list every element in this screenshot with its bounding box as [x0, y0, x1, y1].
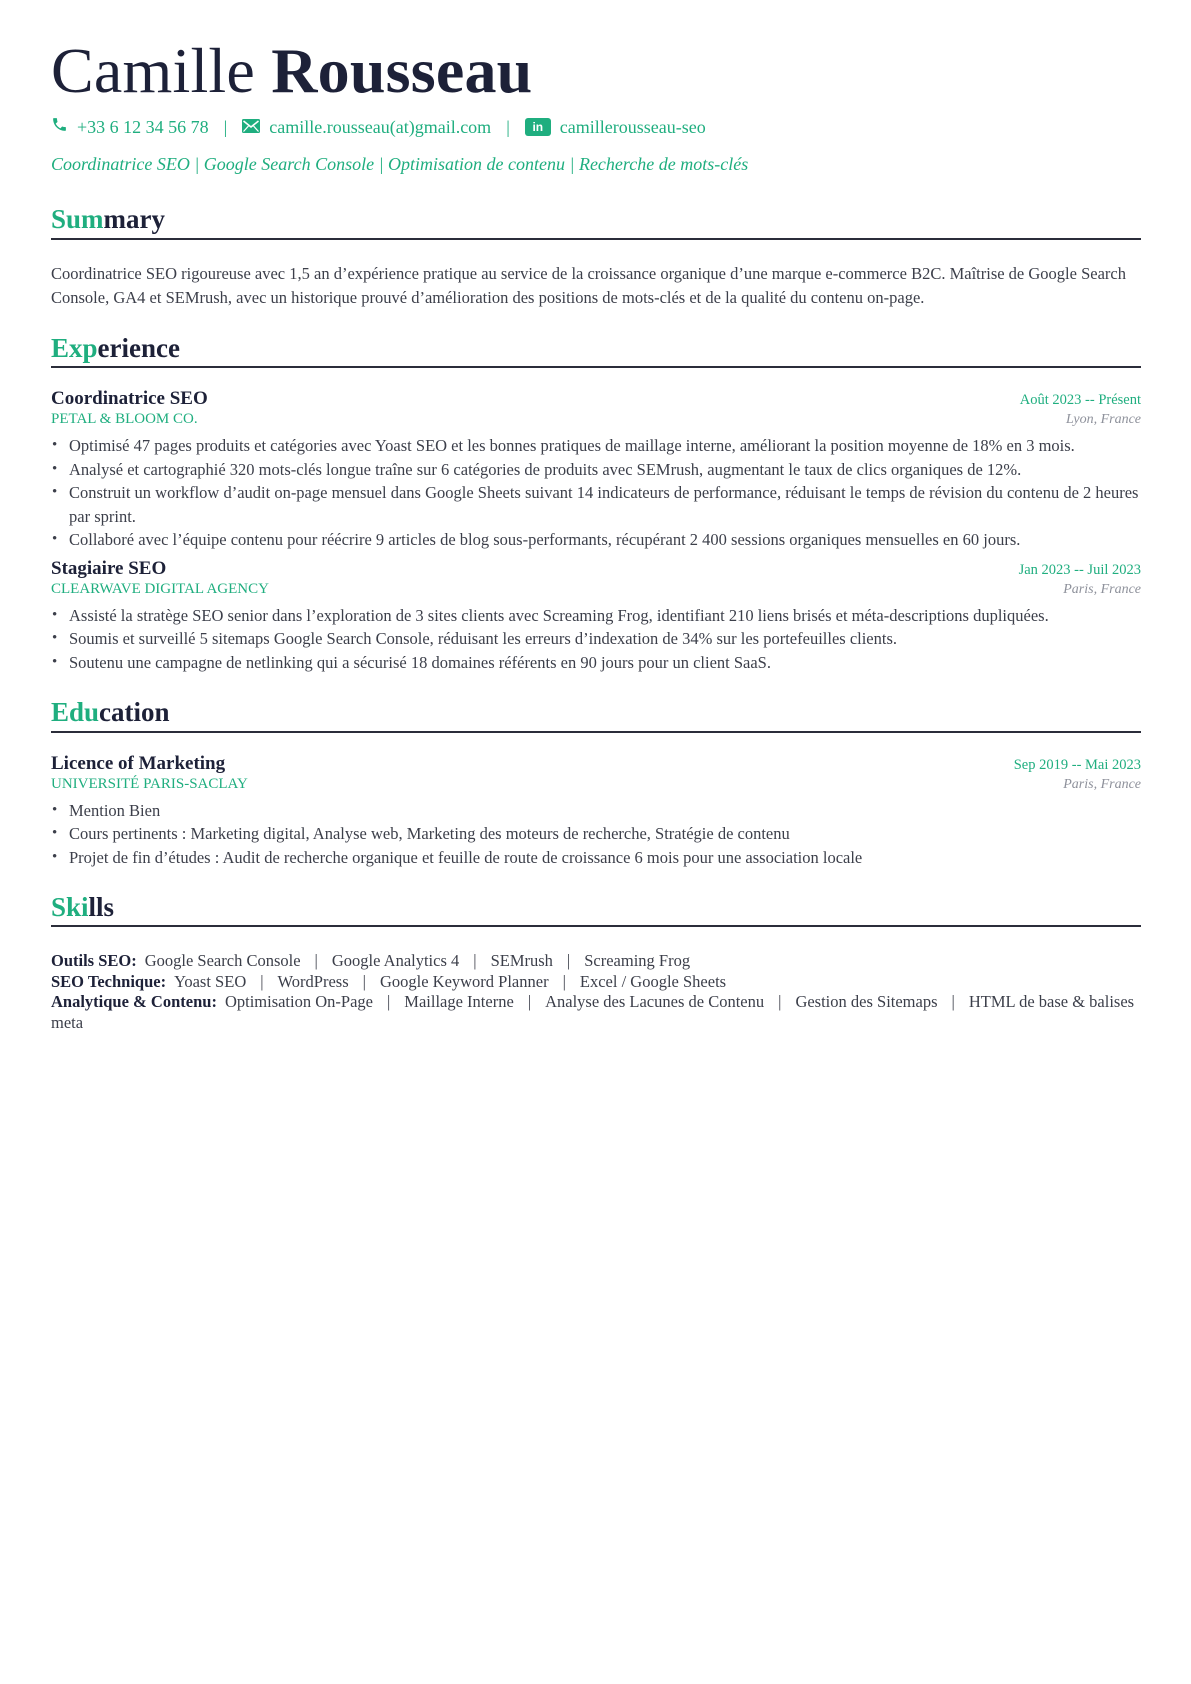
degree-title: Licence of Marketing [51, 752, 226, 774]
heading-accent: Edu [51, 697, 100, 728]
skills-separator: | [260, 971, 264, 991]
first-name: Camille [51, 35, 256, 106]
skills-separator: | [562, 971, 566, 991]
bullet-item: • Mention Bien [51, 799, 1141, 823]
last-name: Rousseau [271, 35, 533, 106]
candidate-name [51, 36, 1141, 106]
summary-section [51, 203, 1141, 309]
skill-item: HTML de base & balises meta [51, 992, 1135, 1032]
summary-heading [51, 203, 1141, 239]
summary-text: Coordinatrice SEO rigoureuse avec 1,5 an d’expérience pratique au service de la croissance organique d’une marque e-commerce B2C. Maîtrise de Google Search Console, GA4 et SEMrush, avec un historique prouvé d’amélioration des positions de mots-clés et de la qualité du contenu on-page. [51, 263, 1126, 307]
job-bullets [51, 604, 1141, 675]
skill-item: Analyse des Lacunes de Contenu [545, 992, 765, 1012]
skill-item: Yoast SEO [174, 971, 247, 991]
bullet-item: • Collaboré avec l’équipe contenu pour réécrire 9 articles de blog sous-performants, récupérant 2 400 sessions organiques mensuelles en 60 jours. [51, 528, 1141, 552]
skills-separator: | [951, 992, 955, 1012]
skills-row [51, 992, 1141, 1033]
skills-list [51, 951, 1141, 1033]
school-location: Paris, France [1063, 776, 1141, 792]
heading-rest: cation [99, 697, 170, 728]
skills-heading [51, 891, 1141, 927]
skills-separator: | [778, 992, 782, 1012]
heading-rest: mary [103, 204, 166, 235]
bullet-item: • Analysé et cartographié 320 mots-clés longue traîne sur 6 catégories de produits avec SEMrush, augmentant le taux de clics organiques de 12%. [51, 458, 1141, 482]
bullet-item: • Soutenu une campagne de netlinking qui a sécurisé 18 domaines référents en 90 jours pour un client SaaS. [51, 651, 1141, 675]
bullet-item: • Cours pertinents : Marketing digital, Analyse web, Marketing des moteurs de recherche, Stratégie de contenu [51, 822, 1141, 846]
heading-rest: lls [88, 892, 115, 923]
email-contact[interactable] [242, 117, 491, 138]
job-dates: Jan 2023 -- Juil 2023 [1018, 561, 1141, 578]
skill-item: Optimisation On-Page [224, 992, 373, 1012]
bullet-item: • Soumis et surveillé 5 sitemaps Google Search Console, réduisant les erreurs d’indexation de 34% sur les portefeuilles clients. [51, 627, 1141, 651]
experience-heading [51, 332, 1141, 368]
skill-item: Google Keyword Planner [379, 971, 549, 991]
heading-accent: Exp [51, 332, 98, 363]
bullet-item: • Optimisé 47 pages produits et catégories avec Yoast SEO et les bonnes pratiques de maillage interne, améliorant la position moyenne de 18% en 3 mois. [51, 434, 1141, 458]
skill-item: Gestion des Sitemaps [795, 992, 938, 1012]
skill-item: Screaming Frog [584, 951, 691, 971]
contact-separator: | [506, 116, 510, 137]
skill-item: Excel / Google Sheets [579, 971, 727, 991]
skills-separator: | [314, 951, 318, 971]
education-section [51, 696, 1141, 869]
experience-section [51, 332, 1141, 674]
skill-item: Google Search Console [144, 951, 301, 971]
job-bullets [51, 434, 1141, 552]
envelope-icon [242, 117, 260, 138]
skill-item: Google Analytics 4 [331, 951, 460, 971]
education-dates: Sep 2019 -- Mai 2023 [1013, 756, 1141, 773]
education-entry [51, 753, 1141, 870]
linkedin-contact[interactable] [525, 117, 706, 138]
bullet-item: • Assisté la stratège SEO senior dans l’exploration de 3 sites clients avec Screaming Frog, identifiant 210 liens brisés et méta-descriptions dupliquées. [51, 604, 1141, 628]
heading-accent: Ski [51, 892, 89, 923]
contact-separator: | [223, 116, 228, 137]
skills-row [51, 972, 1141, 993]
linkedin-icon: in [525, 118, 551, 136]
education-bullets [51, 799, 1141, 870]
bullet-item: • Construit un workflow d’audit on-page mensuel dans Google Sheets suivant 14 indicateurs de performance, réduisant le temps de révision du contenu de 2 heures par sprint. [51, 481, 1141, 528]
job-location: Paris, France [1063, 581, 1141, 597]
contact-line [51, 116, 1141, 138]
linkedin-handle: camillerousseau-seo [559, 116, 706, 137]
skills-category-label: Outils SEO: [51, 951, 137, 971]
company-name: PETAL & BLOOM CO. [51, 411, 198, 428]
job-entry [51, 388, 1141, 552]
phone-contact[interactable] [51, 116, 209, 138]
heading-accent: Sum [51, 204, 104, 235]
skills-separator: | [362, 971, 366, 991]
heading-rest: erience [97, 332, 180, 363]
email-address: camille.rousseau(at)gmail.com [269, 116, 492, 137]
job-location: Lyon, France [1065, 412, 1141, 428]
company-name: CLEARWAVE DIGITAL AGENCY [51, 580, 269, 597]
skill-item: Maillage Interne [404, 992, 514, 1012]
job-title: Stagiaire SEO [51, 557, 167, 579]
job-title: Coordinatrice SEO [51, 388, 208, 410]
skills-separator: | [473, 951, 477, 971]
skills-category-label: Analytique & Contenu: [51, 992, 217, 1012]
phone-number: +33 6 12 34 56 78 [77, 116, 209, 137]
job-dates: Août 2023 -- Présent [1019, 392, 1141, 409]
phone-icon [51, 116, 68, 138]
skill-item: WordPress [277, 971, 349, 991]
skills-section [51, 891, 1141, 1033]
job-entry [51, 558, 1141, 675]
headline-tagline: Coordinatrice SEO | Google Search Console | Optimisation de contenu | Recherche de mots-clés [51, 154, 749, 175]
skills-row [51, 951, 1141, 972]
skills-category-label: SEO Technique: [51, 971, 167, 991]
education-heading [51, 696, 1141, 732]
skills-separator: | [527, 992, 532, 1012]
skill-item: SEMrush [490, 951, 553, 971]
school-name: UNIVERSITÉ PARIS-SACLAY [51, 775, 248, 792]
skills-separator: | [566, 951, 571, 971]
bullet-item: • Projet de fin d’études : Audit de recherche organique et feuille de route de croissance 6 mois pour une association locale [51, 846, 1141, 870]
skills-separator: | [386, 992, 391, 1012]
